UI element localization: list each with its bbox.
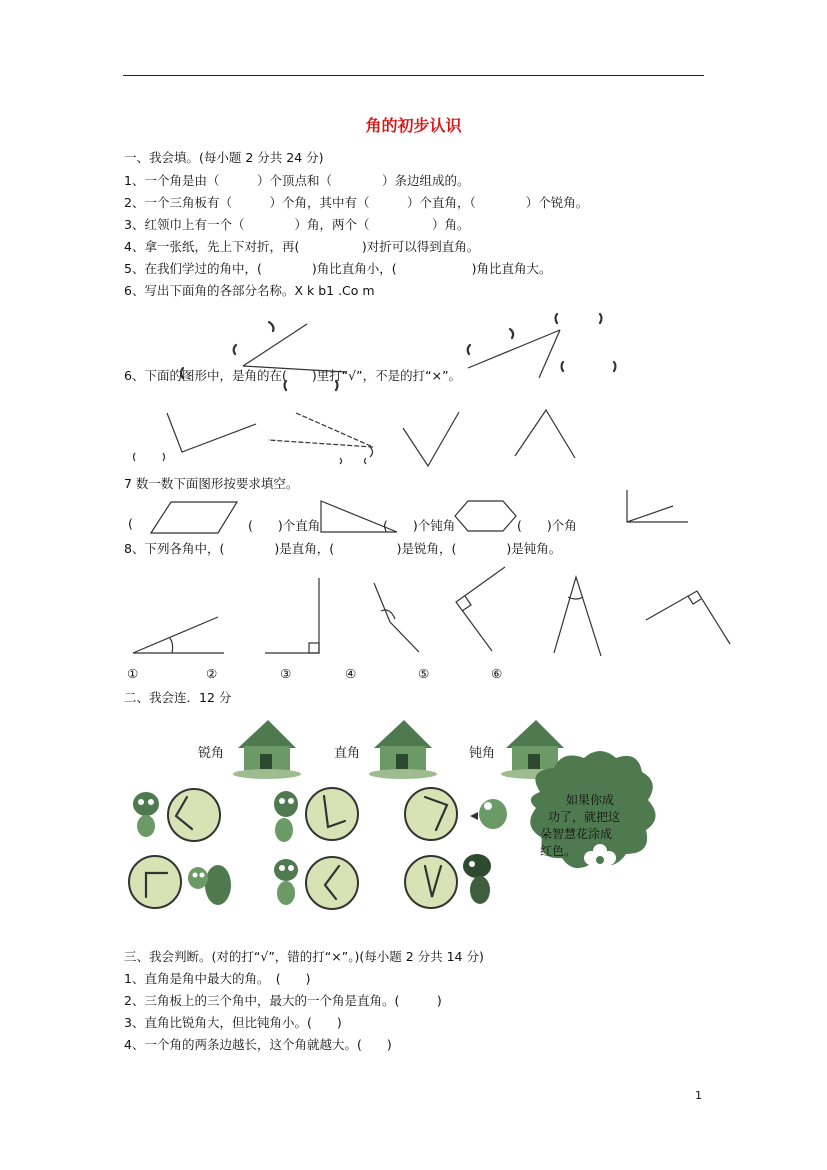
section1-heading: 一、我会填。(每小题 2 分共 24 分) [124, 150, 324, 165]
cartoon-cat-icon [274, 859, 298, 905]
bubble-line-4: 红色。 [540, 844, 577, 858]
judge-item-3: 3、直角比锐角大，但比钝角小。( ) [124, 1015, 342, 1030]
question-2: 2、一个三角板有（ ）个角，其中有（ ）个直角，（ ）个锐角。 [124, 195, 589, 210]
question-3: 3、红领巾上有一个（ ）角，两个（ ）角。 [124, 217, 470, 232]
page-number: 1 [695, 1089, 702, 1102]
q8-label-1: ① [127, 666, 139, 681]
q8-angles [133, 567, 730, 656]
question-4: 4、拿一张纸，先上下对折，再( )对折可以得到直角。 [124, 239, 480, 254]
judge-item-4: 4、一个角的两条边越长，这个角就越大。( ) [124, 1037, 392, 1052]
q8-label-2: ② [206, 666, 218, 681]
bubble-line-2: 功了，就把这 [548, 810, 621, 824]
bubble-line-1: 如果你成 [566, 793, 615, 807]
cartoon-squirrel-icon [188, 865, 231, 905]
question-8: 8、下列各角中，( )是直角，( )是锐角，( )是钝角。 [124, 541, 562, 556]
q6b-shapes [134, 410, 576, 466]
question-5: 5、在我们学过的角中，( )角比直角小，( )角比直角大。 [124, 261, 552, 276]
question-6b: 6、下面的图形中，是角的在( )里打“√”，不是的打“×”。 [124, 368, 462, 383]
clock-acute-1 [168, 789, 220, 841]
cartoon-dino-icon [274, 791, 298, 842]
clock-obtuse-2 [405, 788, 457, 840]
q8-label-3: ③ [280, 666, 292, 681]
page-title: 角的初步认识 [365, 116, 462, 135]
q7-paren-1: ( [128, 516, 133, 531]
house-label-obtuse: 钝角 [469, 746, 496, 761]
question-6a: 6、写出下面角的各部分名称。X k b1 .Co m [124, 283, 375, 298]
q8-label-6: ⑥ [491, 666, 503, 681]
angle-diagram-1 [181, 322, 346, 390]
clock-right-1 [129, 856, 181, 908]
section3-heading: 三、我会判断。(对的打“√”，错的打“×”。)(每小题 2 分共 14 分) [124, 949, 484, 964]
clock-obtuse-1 [306, 788, 358, 840]
q8-label-4: ④ [345, 666, 357, 681]
house-label-right: 直角 [334, 746, 361, 761]
house-label-acute: 锐角 [198, 746, 225, 761]
cartoon-bird-icon [470, 799, 507, 829]
speech-bubble-text [540, 792, 621, 860]
cartoon-dragon-icon [133, 792, 159, 837]
clock-acute-3 [405, 856, 457, 908]
question-7: 7 数一数下面图形按要求填空。 [124, 476, 299, 491]
question-1: 1、一个角是由（ ）个顶点和（ ）条边组成的。 [124, 173, 470, 188]
bubble-line-3: 朵智慧花涂成 [540, 827, 613, 841]
house-icon-acute [233, 720, 301, 779]
judge-item-2: 2、三角板上的三个角中，最大的一个角是直角。( ) [124, 993, 442, 1008]
q8-label-5: ⑤ [418, 666, 430, 681]
section2-heading: 二、我会连．12 分 [124, 690, 232, 705]
q7-angle-count: ( )个角 [517, 518, 577, 533]
judge-item-1: 1、直角是角中最大的角。 ( ) [124, 971, 311, 986]
q7-right-angle-count: ( )个直角 [248, 518, 321, 533]
q7-obtuse-count: ( )个钝角 [383, 518, 456, 533]
clock-acute-2 [306, 857, 358, 909]
cartoon-dog-icon [463, 854, 491, 904]
q7-shapes [151, 490, 688, 533]
house-icon-right [369, 720, 437, 779]
angle-diagram-2 [468, 314, 616, 378]
